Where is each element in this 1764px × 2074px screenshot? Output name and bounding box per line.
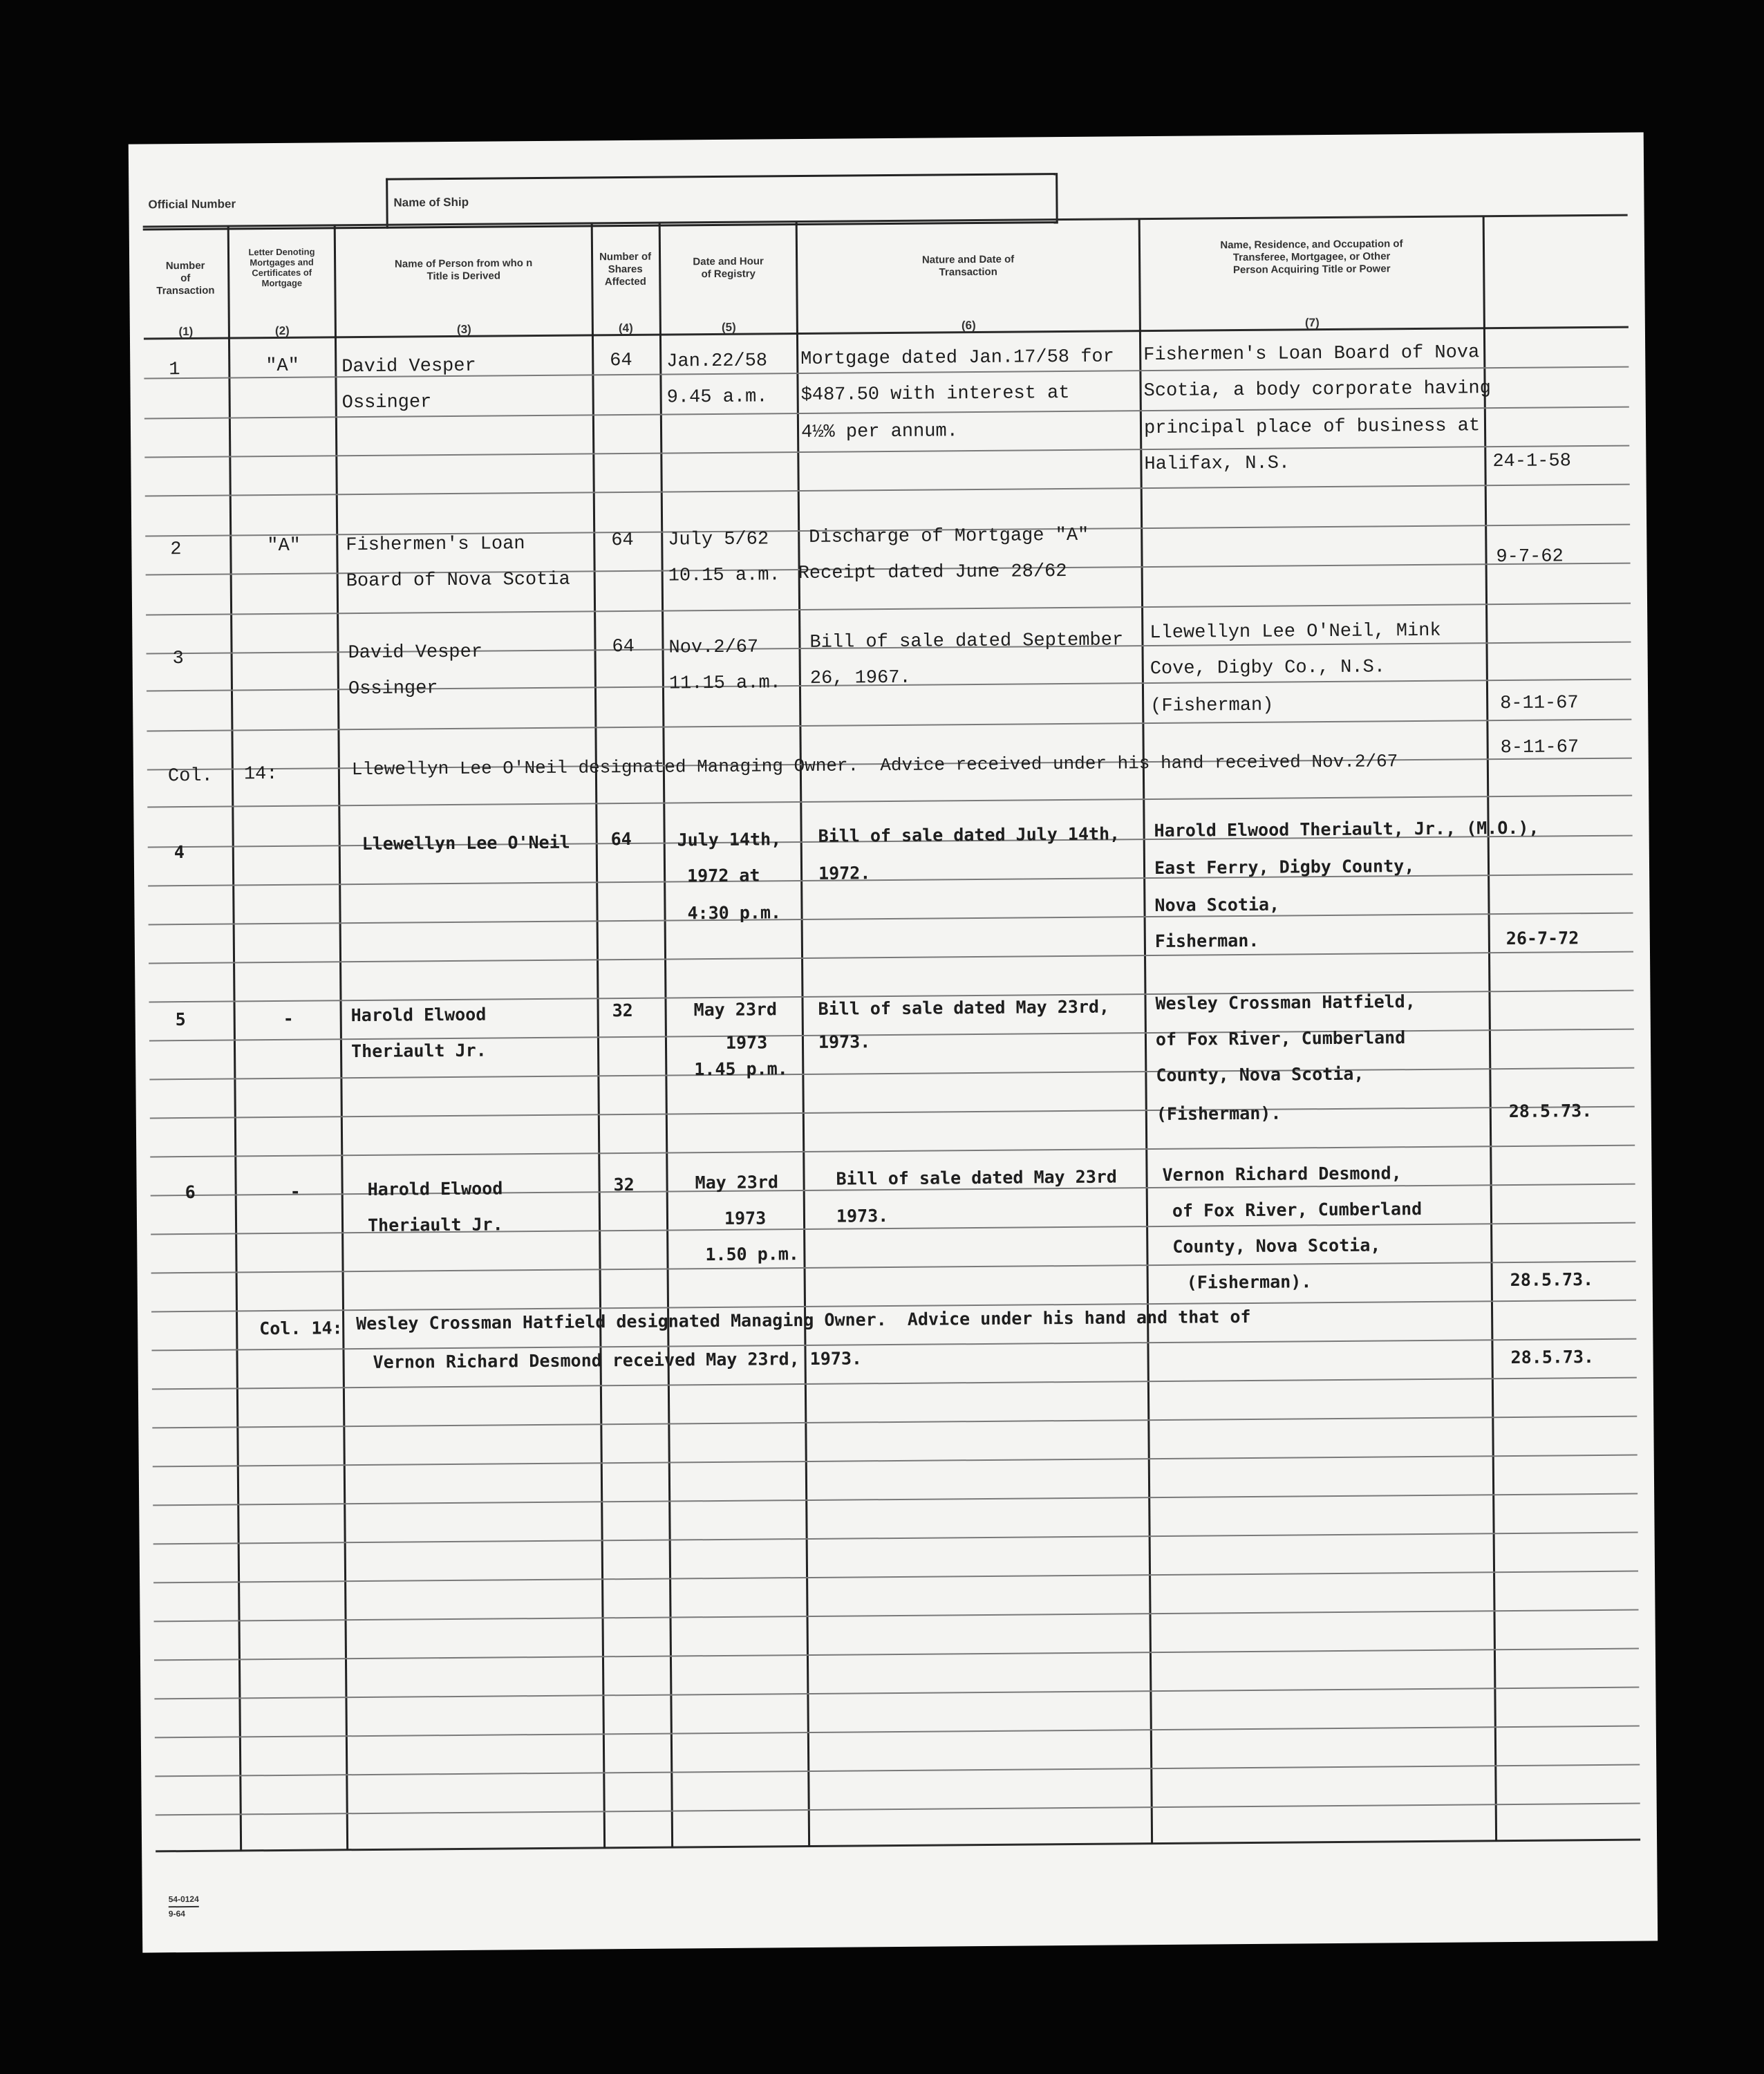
ruled-line <box>151 1338 1636 1352</box>
nature: 1972. <box>818 863 871 884</box>
ruled-line <box>149 1067 1634 1081</box>
col-num-1: (1) <box>178 324 194 339</box>
register-page <box>129 132 1658 1952</box>
shares: 64 <box>612 636 635 658</box>
shares: 64 <box>610 828 632 850</box>
shares: 64 <box>610 350 632 372</box>
transaction-number: 6 <box>185 1181 196 1203</box>
col-num-7: (7) <box>1304 316 1320 330</box>
col-header-4: Number of Shares Affected <box>599 250 652 288</box>
registry-time: 10.15 a.m. <box>668 565 780 587</box>
nature: 1973. <box>818 1031 871 1052</box>
ruled-line <box>149 913 1633 926</box>
registration-date: 9-7-62 <box>1496 546 1564 568</box>
transferee: Fisherman. <box>1154 930 1259 952</box>
col-num-4: (4) <box>618 321 633 335</box>
ruled-line <box>147 795 1632 808</box>
transferee: Cove, Digby Co., N.S. <box>1150 657 1386 680</box>
nature: 1973. <box>836 1206 889 1226</box>
mortgage-letter: "A" <box>265 355 300 377</box>
col-label: Col. <box>167 765 213 787</box>
nature: 26, 1967. <box>809 667 911 689</box>
registration-date: 8-11-67 <box>1500 737 1579 759</box>
transferee: Nova Scotia, <box>1154 894 1280 916</box>
transferee: Harold Elwood Theriault, Jr., (M.O.), <box>1154 817 1539 841</box>
ruled-line <box>154 1648 1639 1661</box>
ruled-line <box>146 603 1631 616</box>
transferee: of Fox River, Cumberland <box>1172 1198 1423 1221</box>
name-from: Ossinger <box>341 392 432 414</box>
ruled-line <box>153 1493 1638 1506</box>
ruled-line <box>156 1803 1640 1816</box>
ruled-line <box>153 1455 1638 1468</box>
note-text: Llewellyn Lee O'Neil designated Managing Owner. Advice received under his hand received Nov.2/67 <box>351 751 1398 781</box>
ruled-line <box>149 1029 1634 1042</box>
col-header-7: Name, Residence, and Occupation of Transferee, Mortgagee, or Other Person Acquiring Title or Power <box>1220 238 1403 277</box>
registry-date: July 14th, <box>677 829 782 850</box>
name-from: Harold Elwood <box>367 1178 503 1199</box>
shares: 64 <box>611 530 634 552</box>
nature: 4½% per annum. <box>800 421 959 444</box>
transaction-number: 5 <box>175 1009 186 1030</box>
ruled-line <box>154 1687 1639 1700</box>
transferee: Llewellyn Lee O'Neil, Mink <box>1150 620 1441 644</box>
transferee: (Fisherman). <box>1156 1103 1282 1125</box>
nature: Bill of sale dated July 14th, <box>818 823 1120 846</box>
col-num-6: (6) <box>961 319 976 333</box>
ship-name-label: Name of Ship <box>393 195 469 209</box>
name-from: David Vesper <box>348 642 483 664</box>
form-number <box>169 1893 199 1920</box>
registry-time: 1.45 p.m. <box>694 1058 788 1080</box>
transaction-number: 3 <box>172 648 184 670</box>
form-number-date: 9-64 <box>168 1909 185 1919</box>
note-text: Wesley Crossman Hatfield designated Managing Owner. Advice under his hand and that of <box>356 1306 1251 1334</box>
registry-time: 9.45 a.m. <box>666 386 768 409</box>
registry-date: 1973 <box>725 1032 768 1053</box>
registry-date: Jan.22/58 <box>666 351 768 373</box>
registration-date: 24-1-58 <box>1492 451 1571 473</box>
nature: Discharge of Mortgage "A" <box>809 525 1089 548</box>
official-number-label: Official Number <box>148 197 236 212</box>
registry-date: Nov.2/67 <box>668 637 759 659</box>
shares: 32 <box>612 1000 633 1021</box>
registry-date: 1973 <box>724 1208 767 1228</box>
registry-date: July 5/62 <box>668 529 769 551</box>
ruled-line <box>153 1532 1638 1545</box>
nature: Bill of sale dated May 23rd, <box>818 996 1110 1019</box>
ruled-line <box>149 951 1633 964</box>
name-from: David Vesper <box>341 355 476 378</box>
ruled-line <box>152 1377 1637 1390</box>
mortgage-letter: - <box>283 1008 294 1029</box>
registration-date: 28.5.73. <box>1508 1101 1593 1122</box>
registry-time: 1.50 p.m. <box>705 1244 799 1265</box>
ruled-line <box>154 1609 1639 1623</box>
col-header-2: Letter Denoting Mortgages and Certificates of Mortgage <box>248 246 315 289</box>
transferee: (Fisherman). <box>1186 1271 1312 1293</box>
transferee: (Fisherman) <box>1150 695 1274 718</box>
registration-date: 8-11-67 <box>1500 693 1579 715</box>
ruled-line <box>152 1416 1637 1429</box>
transferee: Halifax, N.S. <box>1144 453 1291 476</box>
name-from: Ossinger <box>348 678 438 700</box>
name-from: Theriault Jr. <box>367 1214 503 1235</box>
col-header-5: Date and Hour of Registry <box>693 255 764 281</box>
col-label: Col. 14: <box>259 1318 343 1339</box>
ruled-line <box>153 1571 1638 1584</box>
ruled-line <box>151 1261 1636 1274</box>
ruled-line <box>150 1106 1635 1119</box>
transferee: Scotia, a body corporate having <box>1143 378 1492 402</box>
transferee: County, Nova Scotia, <box>1156 1063 1364 1086</box>
registry-date: 1972 at <box>686 865 760 886</box>
ruled-line <box>144 445 1629 458</box>
col-code: 14: <box>243 763 278 785</box>
col-num-2: (2) <box>274 324 290 337</box>
mortgage-letter: - <box>290 1181 301 1202</box>
transferee: of Fox River, Cumberland <box>1155 1027 1406 1050</box>
nature: $487.50 with interest at <box>800 382 1070 407</box>
ruled-line <box>145 484 1630 497</box>
registration-date: 28.5.73. <box>1510 1347 1595 1367</box>
name-from: Board of Nova Scotia <box>346 569 570 592</box>
form-number-code: 54-0124 <box>169 1893 199 1907</box>
registry-time: 4:30 p.m. <box>687 902 782 924</box>
nature: Bill of sale dated May 23rd <box>836 1166 1118 1189</box>
col-num-3: (3) <box>456 322 471 336</box>
nature: Bill of sale dated September <box>809 630 1124 653</box>
shares: 32 <box>613 1174 635 1195</box>
registry-date: May 23rd <box>695 1172 779 1193</box>
transferee: East Ferry, Digby County, <box>1154 856 1415 879</box>
name-from: Theriault Jr. <box>350 1040 487 1062</box>
col-header-3: Name of Person from who n Title is Derived <box>394 257 533 283</box>
official-number-box <box>142 178 386 231</box>
transaction-number: 2 <box>170 539 182 561</box>
col-header-6: Nature and Date of Transaction <box>921 253 1015 279</box>
nature: Receipt dated June 28/62 <box>798 561 1067 585</box>
name-from: Harold Elwood <box>350 1004 487 1026</box>
ruled-line <box>150 1145 1635 1158</box>
ruled-line <box>155 1764 1640 1777</box>
transaction-number: 4 <box>173 842 185 863</box>
transferee: Vernon Richard Desmond, <box>1162 1163 1402 1185</box>
mortgage-letter: "A" <box>267 535 301 557</box>
ruled-lines <box>129 132 1644 144</box>
registration-date: 28.5.73. <box>1510 1269 1594 1290</box>
registry-time: 11.15 a.m. <box>668 673 782 695</box>
ruled-line <box>155 1726 1640 1739</box>
transferee: Fishermen's Loan Board of Nova <box>1143 342 1480 366</box>
transferee: Wesley Crossman Hatfield, <box>1155 991 1416 1014</box>
name-from: Fishermen's Loan <box>346 534 525 557</box>
ruled-line <box>147 719 1631 732</box>
col-header-1: Number of Transaction <box>156 259 215 297</box>
table-bottom-rule <box>156 1839 1640 1853</box>
registration-date: 26-7-72 <box>1505 928 1579 949</box>
registry-date: May 23rd <box>693 999 778 1020</box>
col-num-5: (5) <box>721 320 736 334</box>
note-text: Vernon Richard Desmond received May 23rd, 1973. <box>373 1348 863 1372</box>
name-from: Llewellyn Lee O'Neil <box>362 832 570 854</box>
nature: Mortgage dated Jan.17/58 for <box>800 346 1115 371</box>
transferee: County, Nova Scotia, <box>1172 1235 1381 1257</box>
transferee: principal place of business at <box>1143 415 1481 440</box>
transaction-number: 1 <box>169 359 180 381</box>
